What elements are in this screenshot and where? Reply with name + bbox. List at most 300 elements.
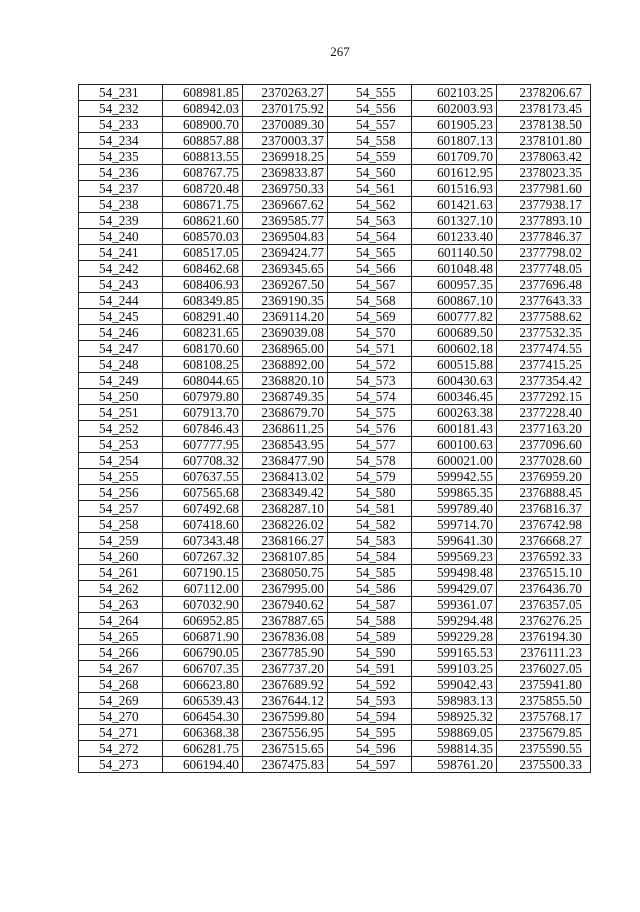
x-coordinate-right-cell: 602103.25 [412,85,497,101]
y-coordinate-right-cell: 2377415.25 [497,357,591,373]
y-coordinate-right-cell: 2375855.50 [497,693,591,709]
point-id-right-cell: 54_574 [328,389,412,405]
point-id-right-cell: 54_562 [328,197,412,213]
y-coordinate-left-cell: 2369039.08 [243,325,328,341]
y-coordinate-right-cell: 2377798.02 [497,245,591,261]
point-id-right-cell: 54_566 [328,261,412,277]
table-row [79,373,591,389]
table-row [79,709,591,725]
y-coordinate-left-cell: 2369585.77 [243,213,328,229]
point-id-left-cell: 54_253 [79,437,163,453]
table-row [79,597,591,613]
table-row [79,101,591,117]
x-coordinate-right-cell: 599429.07 [412,581,497,597]
y-coordinate-left-cell: 2369750.33 [243,181,328,197]
point-id-right-cell: 54_561 [328,181,412,197]
point-id-right-cell: 54_593 [328,693,412,709]
x-coordinate-left-cell: 608767.75 [163,165,243,181]
x-coordinate-right-cell: 600777.82 [412,309,497,325]
table-row [79,645,591,661]
point-id-right-cell: 54_559 [328,149,412,165]
x-coordinate-left-cell: 608044.65 [163,373,243,389]
y-coordinate-left-cell: 2368749.35 [243,389,328,405]
x-coordinate-right-cell: 600689.50 [412,325,497,341]
y-coordinate-right-cell: 2378101.80 [497,133,591,149]
point-id-right-cell: 54_558 [328,133,412,149]
x-coordinate-left-cell: 607190.15 [163,565,243,581]
table-row [79,181,591,197]
point-id-right-cell: 54_577 [328,437,412,453]
y-coordinate-right-cell: 2375768.17 [497,709,591,725]
point-id-right-cell: 54_569 [328,309,412,325]
x-coordinate-right-cell: 600430.63 [412,373,497,389]
x-coordinate-right-cell: 599103.25 [412,661,497,677]
y-coordinate-left-cell: 2367556.95 [243,725,328,741]
x-coordinate-left-cell: 607112.00 [163,581,243,597]
x-coordinate-right-cell: 600100.63 [412,437,497,453]
table-row [79,229,591,245]
x-coordinate-right-cell: 600515.88 [412,357,497,373]
table-row [79,85,591,101]
table-row [79,293,591,309]
point-id-right-cell: 54_570 [328,325,412,341]
point-id-right-cell: 54_582 [328,517,412,533]
y-coordinate-left-cell: 2369833.87 [243,165,328,181]
x-coordinate-right-cell: 599865.35 [412,485,497,501]
x-coordinate-right-cell: 599294.48 [412,613,497,629]
point-id-right-cell: 54_564 [328,229,412,245]
point-id-left-cell: 54_254 [79,453,163,469]
y-coordinate-right-cell: 2376194.30 [497,629,591,645]
y-coordinate-left-cell: 2368611.25 [243,421,328,437]
point-id-right-cell: 54_555 [328,85,412,101]
y-coordinate-left-cell: 2367689.92 [243,677,328,693]
point-id-left-cell: 54_259 [79,533,163,549]
point-id-left-cell: 54_271 [79,725,163,741]
point-id-right-cell: 54_595 [328,725,412,741]
table-row [79,693,591,709]
point-id-right-cell: 54_584 [328,549,412,565]
y-coordinate-right-cell: 2376515.10 [497,565,591,581]
point-id-right-cell: 54_567 [328,277,412,293]
table-row [79,437,591,453]
x-coordinate-left-cell: 606790.05 [163,645,243,661]
point-id-right-cell: 54_591 [328,661,412,677]
y-coordinate-left-cell: 2368413.02 [243,469,328,485]
point-id-left-cell: 54_249 [79,373,163,389]
table-row [79,325,591,341]
x-coordinate-left-cell: 607913.70 [163,405,243,421]
x-coordinate-left-cell: 608108.25 [163,357,243,373]
x-coordinate-left-cell: 607846.43 [163,421,243,437]
point-id-left-cell: 54_273 [79,757,163,773]
point-id-left-cell: 54_265 [79,629,163,645]
y-coordinate-left-cell: 2367836.08 [243,629,328,645]
x-coordinate-right-cell: 599942.55 [412,469,497,485]
point-id-left-cell: 54_237 [79,181,163,197]
x-coordinate-right-cell: 600602.18 [412,341,497,357]
y-coordinate-right-cell: 2378173.45 [497,101,591,117]
point-id-left-cell: 54_236 [79,165,163,181]
y-coordinate-left-cell: 2370003.37 [243,133,328,149]
point-id-left-cell: 54_256 [79,485,163,501]
point-id-left-cell: 54_257 [79,501,163,517]
point-id-right-cell: 54_588 [328,613,412,629]
y-coordinate-left-cell: 2368477.90 [243,453,328,469]
point-id-right-cell: 54_568 [328,293,412,309]
y-coordinate-right-cell: 2377292.15 [497,389,591,405]
y-coordinate-right-cell: 2378206.67 [497,85,591,101]
table-row [79,725,591,741]
point-id-left-cell: 54_269 [79,693,163,709]
y-coordinate-left-cell: 2367737.20 [243,661,328,677]
y-coordinate-right-cell: 2376959.20 [497,469,591,485]
y-coordinate-right-cell: 2375590.55 [497,741,591,757]
y-coordinate-right-cell: 2376111.23 [497,645,591,661]
x-coordinate-right-cell: 599042.43 [412,677,497,693]
x-coordinate-left-cell: 607565.68 [163,485,243,501]
x-coordinate-left-cell: 607267.32 [163,549,243,565]
point-id-left-cell: 54_258 [79,517,163,533]
table-row [79,485,591,501]
point-id-right-cell: 54_590 [328,645,412,661]
table-row [79,501,591,517]
x-coordinate-left-cell: 607708.32 [163,453,243,469]
y-coordinate-left-cell: 2369114.20 [243,309,328,325]
y-coordinate-right-cell: 2376027.05 [497,661,591,677]
y-coordinate-left-cell: 2368050.75 [243,565,328,581]
point-id-left-cell: 54_240 [79,229,163,245]
x-coordinate-right-cell: 598869.05 [412,725,497,741]
x-coordinate-left-cell: 608406.93 [163,277,243,293]
x-coordinate-right-cell: 601516.93 [412,181,497,197]
x-coordinate-right-cell: 599789.40 [412,501,497,517]
point-id-left-cell: 54_232 [79,101,163,117]
x-coordinate-right-cell: 600957.35 [412,277,497,293]
x-coordinate-right-cell: 599714.70 [412,517,497,533]
point-id-left-cell: 54_243 [79,277,163,293]
table-row [79,309,591,325]
table-row [79,533,591,549]
point-id-right-cell: 54_572 [328,357,412,373]
point-id-right-cell: 54_560 [328,165,412,181]
page-number: 267 [330,44,350,59]
point-id-left-cell: 54_250 [79,389,163,405]
point-id-right-cell: 54_576 [328,421,412,437]
y-coordinate-right-cell: 2378023.35 [497,165,591,181]
point-id-right-cell: 54_575 [328,405,412,421]
x-coordinate-left-cell: 608462.68 [163,261,243,277]
table-row [79,405,591,421]
point-id-right-cell: 54_580 [328,485,412,501]
x-coordinate-right-cell: 600021.00 [412,453,497,469]
x-coordinate-left-cell: 608857.88 [163,133,243,149]
point-id-left-cell: 54_262 [79,581,163,597]
table-row [79,421,591,437]
point-id-left-cell: 54_261 [79,565,163,581]
y-coordinate-right-cell: 2376888.45 [497,485,591,501]
y-coordinate-left-cell: 2368965.00 [243,341,328,357]
table-row [79,677,591,693]
x-coordinate-right-cell: 600181.43 [412,421,497,437]
point-id-left-cell: 54_264 [79,613,163,629]
y-coordinate-left-cell: 2369345.65 [243,261,328,277]
table-row [79,245,591,261]
x-coordinate-right-cell: 600263.38 [412,405,497,421]
point-id-right-cell: 54_573 [328,373,412,389]
y-coordinate-right-cell: 2378138.50 [497,117,591,133]
table-row [79,213,591,229]
x-coordinate-right-cell: 601140.50 [412,245,497,261]
y-coordinate-right-cell: 2377846.37 [497,229,591,245]
x-coordinate-left-cell: 608349.85 [163,293,243,309]
point-id-right-cell: 54_597 [328,757,412,773]
y-coordinate-left-cell: 2369424.77 [243,245,328,261]
table-row [79,661,591,677]
point-id-right-cell: 54_579 [328,469,412,485]
y-coordinate-left-cell: 2368107.85 [243,549,328,565]
point-id-left-cell: 54_245 [79,309,163,325]
point-id-left-cell: 54_270 [79,709,163,725]
table-row [79,133,591,149]
point-id-right-cell: 54_594 [328,709,412,725]
x-coordinate-right-cell: 602003.93 [412,101,497,117]
x-coordinate-left-cell: 607032.90 [163,597,243,613]
point-id-right-cell: 54_587 [328,597,412,613]
y-coordinate-right-cell: 2376742.98 [497,517,591,533]
point-id-left-cell: 54_255 [79,469,163,485]
point-id-left-cell: 54_244 [79,293,163,309]
y-coordinate-left-cell: 2367995.00 [243,581,328,597]
coordinates-table [78,84,591,773]
x-coordinate-left-cell: 606707.35 [163,661,243,677]
y-coordinate-left-cell: 2369918.25 [243,149,328,165]
y-coordinate-right-cell: 2378063.42 [497,149,591,165]
y-coordinate-left-cell: 2367644.12 [243,693,328,709]
point-id-right-cell: 54_585 [328,565,412,581]
y-coordinate-left-cell: 2368820.10 [243,373,328,389]
y-coordinate-left-cell: 2368543.95 [243,437,328,453]
point-id-left-cell: 54_267 [79,661,163,677]
y-coordinate-left-cell: 2368287.10 [243,501,328,517]
point-id-right-cell: 54_565 [328,245,412,261]
table-row [79,149,591,165]
point-id-left-cell: 54_246 [79,325,163,341]
x-coordinate-right-cell: 601612.95 [412,165,497,181]
x-coordinate-right-cell: 598983.13 [412,693,497,709]
y-coordinate-left-cell: 2367599.80 [243,709,328,725]
table-row [79,517,591,533]
point-id-left-cell: 54_231 [79,85,163,101]
point-id-left-cell: 54_233 [79,117,163,133]
x-coordinate-left-cell: 608813.55 [163,149,243,165]
table-body [79,85,591,773]
point-id-right-cell: 54_592 [328,677,412,693]
y-coordinate-right-cell: 2375941.80 [497,677,591,693]
point-id-right-cell: 54_571 [328,341,412,357]
x-coordinate-left-cell: 608170.60 [163,341,243,357]
table-row [79,117,591,133]
x-coordinate-right-cell: 600346.45 [412,389,497,405]
x-coordinate-right-cell: 598761.20 [412,757,497,773]
table-row [79,165,591,181]
x-coordinate-left-cell: 607637.55 [163,469,243,485]
x-coordinate-left-cell: 607343.48 [163,533,243,549]
x-coordinate-left-cell: 607492.68 [163,501,243,517]
y-coordinate-right-cell: 2376357.05 [497,597,591,613]
x-coordinate-right-cell: 598814.35 [412,741,497,757]
point-id-left-cell: 54_234 [79,133,163,149]
y-coordinate-left-cell: 2369190.35 [243,293,328,309]
table-row [79,453,591,469]
y-coordinate-left-cell: 2367887.65 [243,613,328,629]
point-id-left-cell: 54_248 [79,357,163,373]
y-coordinate-right-cell: 2377354.42 [497,373,591,389]
x-coordinate-left-cell: 608291.40 [163,309,243,325]
y-coordinate-right-cell: 2377893.10 [497,213,591,229]
point-id-right-cell: 54_557 [328,117,412,133]
x-coordinate-right-cell: 599498.48 [412,565,497,581]
x-coordinate-left-cell: 606871.90 [163,629,243,645]
table-row [79,757,591,773]
x-coordinate-left-cell: 607777.95 [163,437,243,453]
point-id-left-cell: 54_251 [79,405,163,421]
y-coordinate-right-cell: 2377696.48 [497,277,591,293]
y-coordinate-left-cell: 2367475.83 [243,757,328,773]
y-coordinate-right-cell: 2375500.33 [497,757,591,773]
point-id-right-cell: 54_581 [328,501,412,517]
table-row [79,277,591,293]
y-coordinate-right-cell: 2375679.85 [497,725,591,741]
x-coordinate-left-cell: 608900.70 [163,117,243,133]
y-coordinate-left-cell: 2367940.62 [243,597,328,613]
x-coordinate-left-cell: 606281.75 [163,741,243,757]
table-row [79,261,591,277]
x-coordinate-left-cell: 608570.03 [163,229,243,245]
table-row [79,341,591,357]
point-id-left-cell: 54_260 [79,549,163,565]
y-coordinate-left-cell: 2368679.70 [243,405,328,421]
point-id-right-cell: 54_563 [328,213,412,229]
x-coordinate-left-cell: 606454.30 [163,709,243,725]
x-coordinate-right-cell: 600867.10 [412,293,497,309]
x-coordinate-right-cell: 601807.13 [412,133,497,149]
y-coordinate-left-cell: 2367515.65 [243,741,328,757]
table-row [79,469,591,485]
point-id-left-cell: 54_263 [79,597,163,613]
x-coordinate-left-cell: 608942.03 [163,101,243,117]
x-coordinate-left-cell: 608621.60 [163,213,243,229]
y-coordinate-left-cell: 2368166.27 [243,533,328,549]
x-coordinate-right-cell: 601905.23 [412,117,497,133]
x-coordinate-left-cell: 606623.80 [163,677,243,693]
y-coordinate-right-cell: 2377532.35 [497,325,591,341]
y-coordinate-left-cell: 2369667.62 [243,197,328,213]
x-coordinate-right-cell: 599165.53 [412,645,497,661]
y-coordinate-right-cell: 2377028.60 [497,453,591,469]
x-coordinate-left-cell: 606539.43 [163,693,243,709]
table-row [79,741,591,757]
y-coordinate-right-cell: 2377228.40 [497,405,591,421]
y-coordinate-left-cell: 2369267.50 [243,277,328,293]
y-coordinate-right-cell: 2376592.33 [497,549,591,565]
x-coordinate-left-cell: 608517.05 [163,245,243,261]
point-id-left-cell: 54_239 [79,213,163,229]
point-id-left-cell: 54_247 [79,341,163,357]
table-row [79,629,591,645]
x-coordinate-right-cell: 598925.32 [412,709,497,725]
x-coordinate-right-cell: 599569.23 [412,549,497,565]
x-coordinate-right-cell: 601327.10 [412,213,497,229]
y-coordinate-right-cell: 2377938.17 [497,197,591,213]
y-coordinate-right-cell: 2377748.05 [497,261,591,277]
y-coordinate-right-cell: 2376668.27 [497,533,591,549]
y-coordinate-right-cell: 2377981.60 [497,181,591,197]
x-coordinate-left-cell: 608720.48 [163,181,243,197]
x-coordinate-right-cell: 599361.07 [412,597,497,613]
x-coordinate-right-cell: 601709.70 [412,149,497,165]
y-coordinate-right-cell: 2376436.70 [497,581,591,597]
table-row [79,581,591,597]
y-coordinate-right-cell: 2377163.20 [497,421,591,437]
point-id-left-cell: 54_252 [79,421,163,437]
x-coordinate-left-cell: 606952.85 [163,613,243,629]
x-coordinate-right-cell: 601048.48 [412,261,497,277]
y-coordinate-left-cell: 2370175.92 [243,101,328,117]
table-row [79,613,591,629]
x-coordinate-left-cell: 608981.85 [163,85,243,101]
point-id-right-cell: 54_583 [328,533,412,549]
point-id-left-cell: 54_272 [79,741,163,757]
y-coordinate-left-cell: 2369504.83 [243,229,328,245]
point-id-left-cell: 54_268 [79,677,163,693]
point-id-left-cell: 54_266 [79,645,163,661]
y-coordinate-right-cell: 2377643.33 [497,293,591,309]
x-coordinate-left-cell: 606368.38 [163,725,243,741]
y-coordinate-left-cell: 2370263.27 [243,85,328,101]
table-row [79,357,591,373]
y-coordinate-left-cell: 2368349.42 [243,485,328,501]
table-row [79,197,591,213]
table-row [79,389,591,405]
point-id-right-cell: 54_596 [328,741,412,757]
y-coordinate-right-cell: 2376276.25 [497,613,591,629]
x-coordinate-left-cell: 608671.75 [163,197,243,213]
y-coordinate-left-cell: 2370089.30 [243,117,328,133]
x-coordinate-left-cell: 607418.60 [163,517,243,533]
point-id-right-cell: 54_586 [328,581,412,597]
table-row [79,549,591,565]
point-id-right-cell: 54_589 [328,629,412,645]
table-row [79,565,591,581]
x-coordinate-right-cell: 599641.30 [412,533,497,549]
x-coordinate-left-cell: 606194.40 [163,757,243,773]
x-coordinate-left-cell: 608231.65 [163,325,243,341]
point-id-right-cell: 54_556 [328,101,412,117]
point-id-left-cell: 54_235 [79,149,163,165]
y-coordinate-left-cell: 2367785.90 [243,645,328,661]
y-coordinate-left-cell: 2368226.02 [243,517,328,533]
x-coordinate-right-cell: 599229.28 [412,629,497,645]
point-id-left-cell: 54_238 [79,197,163,213]
y-coordinate-right-cell: 2377096.60 [497,437,591,453]
y-coordinate-right-cell: 2377588.62 [497,309,591,325]
point-id-left-cell: 54_242 [79,261,163,277]
x-coordinate-right-cell: 601421.63 [412,197,497,213]
y-coordinate-right-cell: 2377474.55 [497,341,591,357]
x-coordinate-right-cell: 601233.40 [412,229,497,245]
y-coordinate-left-cell: 2368892.00 [243,357,328,373]
